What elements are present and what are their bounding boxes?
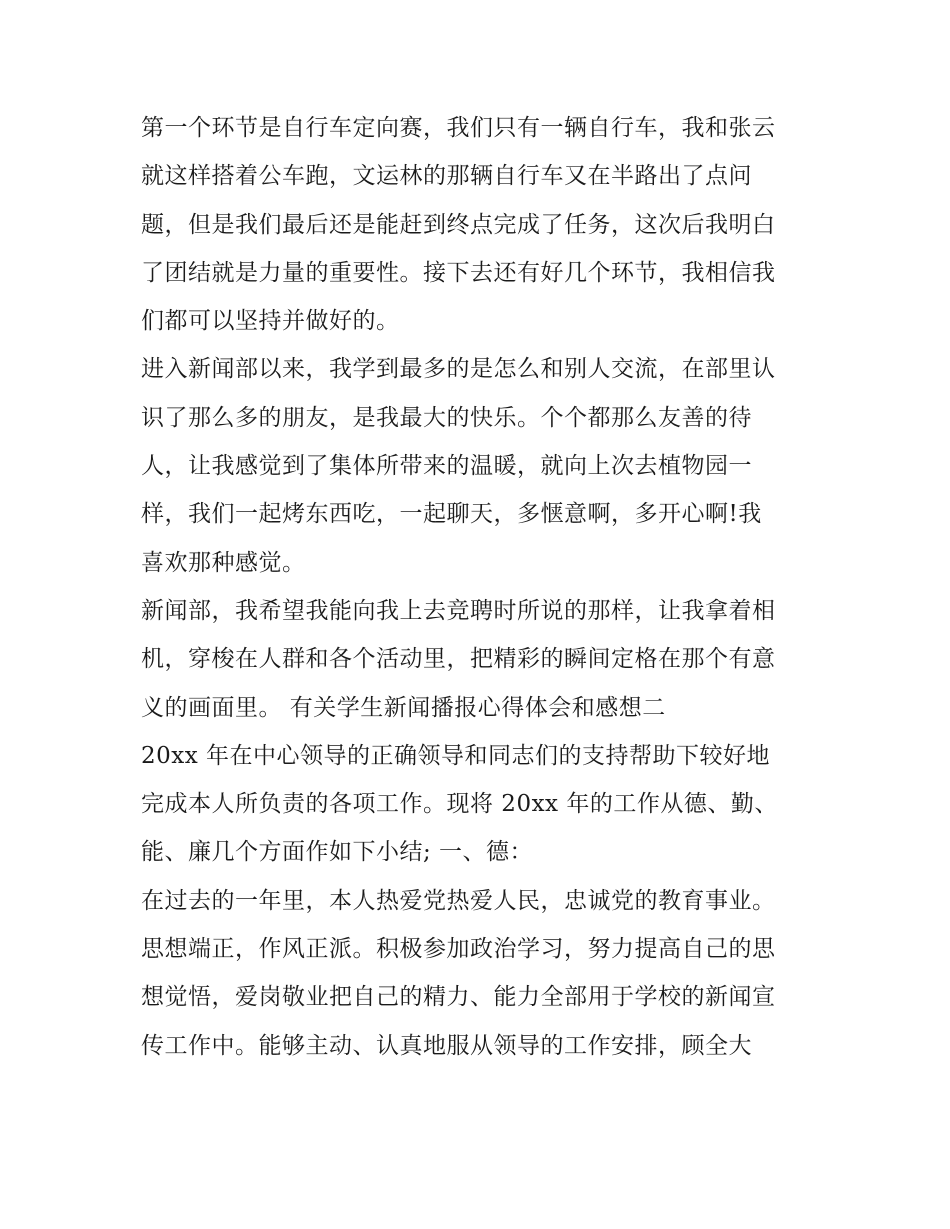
- text-line: 机，穿梭在人群和各个活动里，把精彩的瞬间定格在那个有意: [141, 646, 776, 673]
- text-line: 能、廉几个方面作如下小结; 一、德：: [141, 839, 534, 866]
- text-line: 就这样搭着公车跑，文运林的那辆自行车又在半路出了点问: [141, 163, 752, 190]
- text-line: 义的画面里。 有关学生新闻播报心得体会和感想二: [141, 694, 666, 721]
- text-line: 样，我们一起烤东西吃，一起聊天，多惬意啊，多开心啊!我: [141, 501, 762, 528]
- text-line: 思想端正，作风正派。积极参加政治学习，努力提高自己的思: [141, 936, 776, 963]
- text-line: 人，让我感觉到了集体所带来的温暖，就向上次去植物园一: [141, 453, 752, 480]
- text-line: 喜欢那种感觉。: [141, 549, 306, 576]
- text-line: 新闻部，我希望我能向我上去竞聘时所说的那样，让我拿着相: [141, 597, 776, 624]
- text-line: 20xx 年在中心领导的正确领导和同志们的支持帮助下较好地: [141, 742, 771, 769]
- text-line: 题，但是我们最后还是能赶到终点完成了任务，这次后我明白: [141, 211, 776, 238]
- document-body: [141, 104, 813, 1070]
- text-line: 了团结就是力量的重要性。接下去还有好几个环节，我相信我: [141, 259, 776, 286]
- text-line: 进入新闻部以来，我学到最多的是怎么和别人交流，在部里认: [141, 356, 776, 383]
- text-line: 想觉悟，爱岗敬业把自己的精力、能力全部用于学校的新闻宣: [141, 984, 776, 1011]
- text-line: 传工作中。能够主动、认真地服从领导的工作安排，顾全大: [141, 1032, 752, 1059]
- text-line: 完成本人所负责的各项工作。现将 20xx 年的工作从德、勤、: [141, 791, 778, 818]
- text-line: 识了那么多的朋友，是我最大的快乐。个个都那么友善的待: [141, 404, 752, 431]
- text-line: 们都可以坚持并做好的。: [141, 308, 400, 335]
- text-line: 在过去的一年里，本人热爱党热爱人民，忠诚党的教育事业。: [141, 887, 776, 914]
- text-line: 第一个环节是自行车定向赛，我们只有一辆自行车，我和张云: [141, 115, 776, 141]
